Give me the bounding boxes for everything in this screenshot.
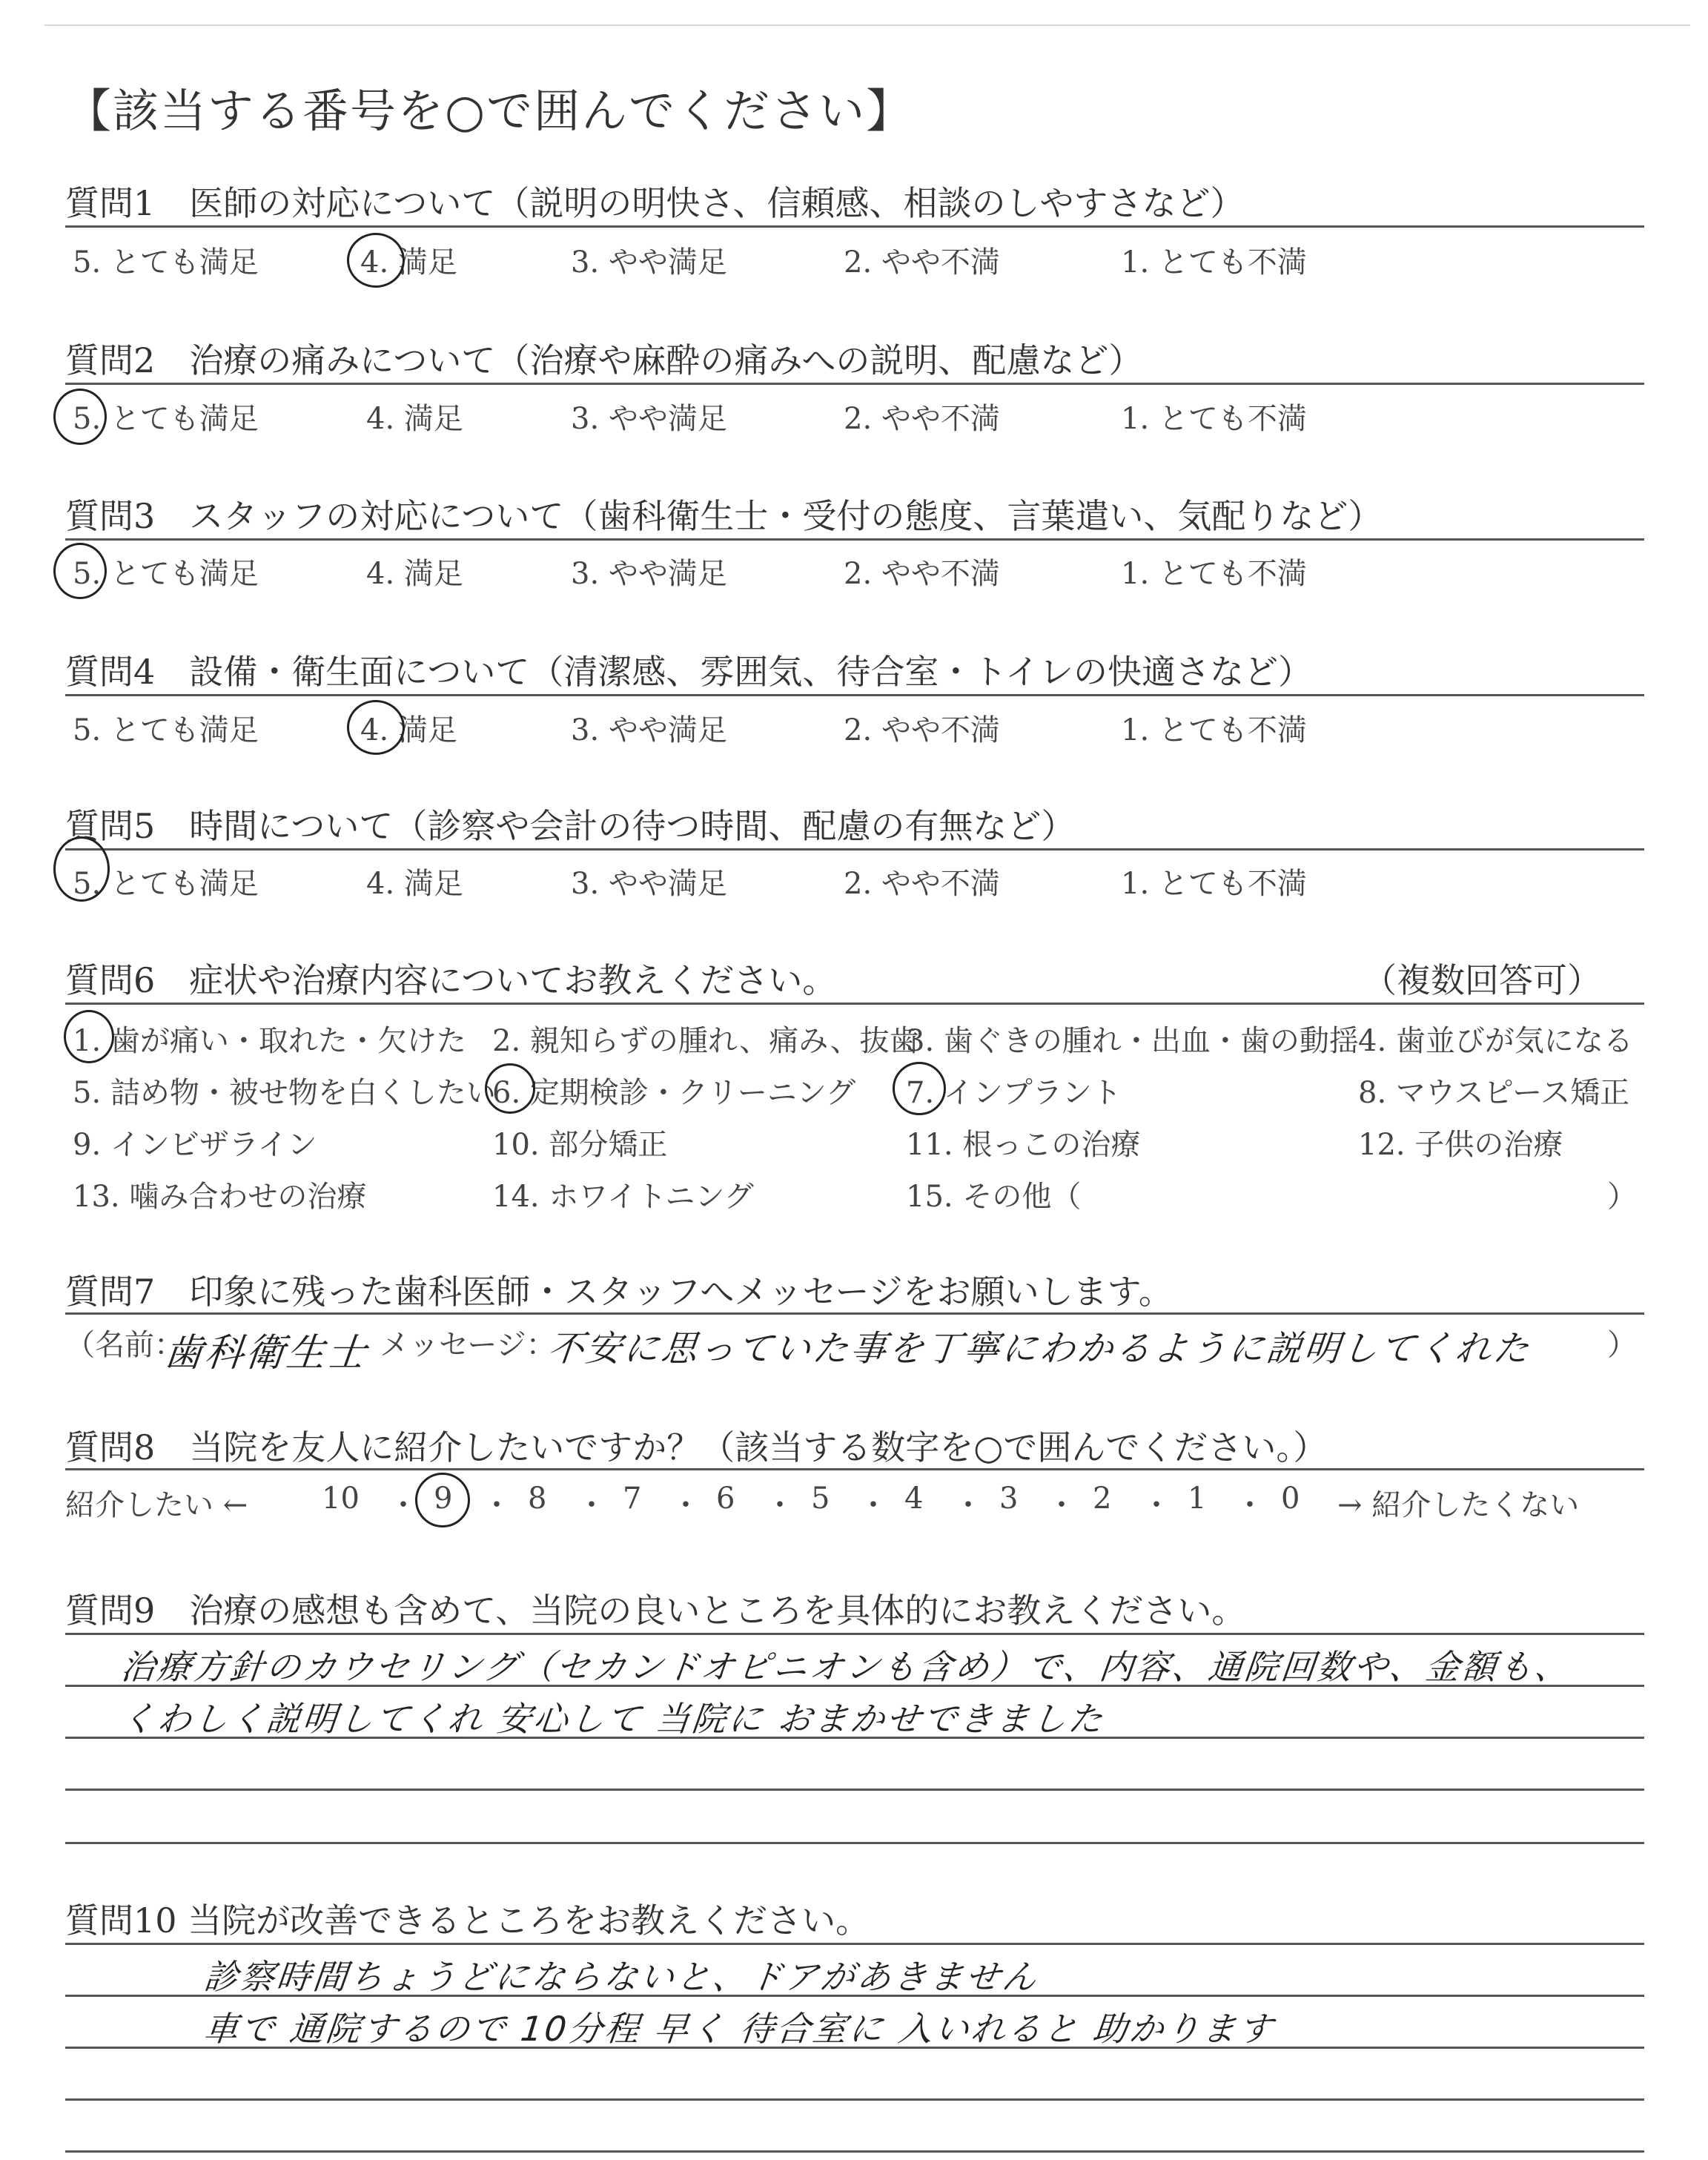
q8-score-1[interactable]: 1 bbox=[1188, 1482, 1207, 1516]
top-edge-line bbox=[44, 24, 1690, 26]
q8-score-8[interactable]: 8 bbox=[528, 1482, 547, 1516]
q8-separator: ・ bbox=[858, 1488, 888, 1522]
q5-option-2[interactable]: 2. やや不満 bbox=[844, 867, 1000, 901]
q2-option-5[interactable]: 5. とても満足 bbox=[73, 402, 259, 436]
q5-title: 質問5 時間について（診察や会計の待つ時間、配慮の有無など） bbox=[65, 806, 1076, 846]
q1-option-4[interactable]: 4. 満足 bbox=[360, 245, 457, 280]
q2-option-2[interactable]: 2. やや不満 bbox=[844, 402, 1000, 436]
q6-item-1[interactable]: 1. 歯が痛い・取れた・欠けた bbox=[73, 1024, 466, 1058]
q3-option-5[interactable]: 5. とても満足 bbox=[73, 557, 259, 591]
q2-option-3[interactable]: 3. やや満足 bbox=[571, 402, 727, 436]
q6-item-3[interactable]: 3. 歯ぐきの腫れ・出血・歯の動揺 bbox=[906, 1024, 1359, 1058]
q7-name-handwriting: 歯科衛生士 bbox=[162, 1331, 371, 1375]
q5-option-3[interactable]: 3. やや満足 bbox=[571, 867, 727, 901]
q8-separator: ・ bbox=[482, 1488, 512, 1522]
q8-separator: ・ bbox=[953, 1488, 983, 1522]
q8-separator: ・ bbox=[671, 1488, 701, 1522]
q6-other-close-paren: ） bbox=[1607, 1180, 1637, 1214]
q2-option-1[interactable]: 1. とても不満 bbox=[1121, 402, 1307, 436]
q10-rule-4 bbox=[65, 2098, 1644, 2101]
q7-name-label: （名前： bbox=[65, 1328, 184, 1362]
q6-item-6-circle bbox=[485, 1063, 535, 1114]
q5-option-5[interactable]: 5. とても満足 bbox=[73, 867, 259, 901]
q7-rule bbox=[65, 1312, 1644, 1315]
q9-answer-line-2: くわしく説明してくれ 安心して 当院に おまかせできました bbox=[119, 1699, 1107, 1739]
q6-item-11[interactable]: 11. 根っこの治療 bbox=[906, 1128, 1141, 1162]
q8-title: 質問8 当院を友人に紹介したいですか？（該当する数字を○で囲んでください。） bbox=[65, 1427, 1328, 1467]
instruction-header: 【該当する番号を○で囲んでください】 bbox=[65, 84, 914, 138]
q8-separator: ・ bbox=[1235, 1488, 1265, 1522]
q3-selection-circle bbox=[53, 543, 107, 599]
q10-rule-5 bbox=[65, 2150, 1644, 2153]
q10-answer-line-1: 診察時間ちょうどにならないと、ドアがあきません bbox=[202, 1957, 1041, 1997]
q6-multiple-answers-note: （複数回答可） bbox=[1363, 960, 1601, 1000]
q6-item-7[interactable]: 7. インプラント bbox=[906, 1076, 1122, 1110]
q4-option-2[interactable]: 2. やや不満 bbox=[844, 713, 1000, 747]
q8-score-0[interactable]: 0 bbox=[1281, 1482, 1300, 1516]
q6-item-9[interactable]: 9. インビザライン bbox=[73, 1128, 317, 1162]
q6-item-1-circle bbox=[64, 1010, 114, 1063]
q10-answer-line-2: 車で 通院するので 10分程 早く 待合室に 入いれると 助かります bbox=[202, 2009, 1277, 2049]
q8-separator: ・ bbox=[765, 1488, 795, 1522]
q1-option-5[interactable]: 5. とても満足 bbox=[73, 245, 259, 280]
q8-separator: ・ bbox=[1047, 1488, 1076, 1522]
q4-rule bbox=[65, 694, 1644, 696]
q4-option-1[interactable]: 1. とても不満 bbox=[1121, 713, 1307, 747]
q8-score-3[interactable]: 3 bbox=[999, 1482, 1019, 1516]
q3-option-2[interactable]: 2. やや不満 bbox=[844, 557, 1000, 591]
q2-rule bbox=[65, 383, 1644, 385]
q8-score-4[interactable]: 4 bbox=[904, 1482, 924, 1516]
q9-rule-1 bbox=[65, 1633, 1644, 1635]
q5-option-4[interactable]: 4. 満足 bbox=[366, 867, 463, 901]
q8-selection-circle bbox=[415, 1473, 470, 1527]
q6-item-14[interactable]: 14. ホワイトニング bbox=[492, 1180, 754, 1214]
q4-selection-circle bbox=[347, 700, 405, 755]
q5-rule bbox=[65, 848, 1644, 851]
q1-selection-circle bbox=[347, 233, 405, 288]
q6-item-5[interactable]: 5. 詰め物・被せ物を白くしたい bbox=[73, 1076, 496, 1110]
q8-rule bbox=[65, 1468, 1644, 1470]
q6-item-10[interactable]: 10. 部分矯正 bbox=[492, 1128, 668, 1162]
q9-rule-5 bbox=[65, 1842, 1644, 1844]
q2-title: 質問2 治療の痛みについて（治療や麻酔の痛みへの説明、配慮など） bbox=[65, 340, 1143, 380]
q6-rule bbox=[65, 1003, 1644, 1005]
q1-option-2[interactable]: 2. やや不満 bbox=[844, 245, 1000, 280]
q1-option-3[interactable]: 3. やや満足 bbox=[571, 245, 727, 280]
q6-item-12[interactable]: 12. 子供の治療 bbox=[1358, 1128, 1563, 1162]
q2-selection-circle bbox=[53, 389, 107, 445]
q4-option-5[interactable]: 5. とても満足 bbox=[73, 713, 259, 747]
q6-item-8[interactable]: 8. マウスピース矯正 bbox=[1358, 1076, 1630, 1110]
q6-item-15[interactable]: 15. その他（ bbox=[906, 1180, 1082, 1214]
q8-score-7[interactable]: 7 bbox=[623, 1482, 642, 1516]
q1-option-1[interactable]: 1. とても不満 bbox=[1121, 245, 1307, 280]
q4-option-4[interactable]: 4. 満足 bbox=[360, 713, 457, 747]
q8-score-5[interactable]: 5 bbox=[811, 1482, 830, 1516]
q8-score-9[interactable]: 9 bbox=[434, 1482, 453, 1516]
q6-item-7-circle bbox=[893, 1062, 946, 1115]
q7-close-paren: ） bbox=[1607, 1328, 1637, 1362]
q4-title: 質問4 設備・衛生面について（清潔感、雰囲気、待合室・トイレの快適さなど） bbox=[65, 652, 1313, 692]
q4-option-3[interactable]: 3. やや満足 bbox=[571, 713, 727, 747]
q6-item-4[interactable]: 4. 歯並びが気になる bbox=[1358, 1024, 1633, 1058]
q8-separator: ・ bbox=[577, 1488, 606, 1522]
q10-rule-1 bbox=[65, 1943, 1644, 1945]
q9-title: 質問9 治療の感想も含めて、当院の良いところを具体的にお教えください。 bbox=[65, 1591, 1246, 1631]
q8-separator: ・ bbox=[388, 1488, 418, 1522]
q3-option-3[interactable]: 3. やや満足 bbox=[571, 557, 727, 591]
q1-rule bbox=[65, 225, 1644, 228]
q8-score-2[interactable]: 2 bbox=[1093, 1482, 1112, 1516]
q6-item-2[interactable]: 2. 親知らずの腫れ、痛み、抜歯 bbox=[492, 1024, 919, 1058]
q6-item-6[interactable]: 6. 定期検診・クリーニング bbox=[492, 1076, 856, 1110]
q5-option-1[interactable]: 1. とても不満 bbox=[1121, 867, 1307, 901]
q3-title: 質問3 スタッフの対応について（歯科衛生士・受付の態度、言葉遣い、気配りなど） bbox=[65, 496, 1383, 536]
q6-title: 質問6 症状や治療内容についてお教えください。 bbox=[65, 960, 837, 1000]
q1-title: 質問1 医師の対応について（説明の明快さ、信頼感、相談のしやすさなど） bbox=[65, 183, 1245, 223]
q8-left-label: 紹介したい ← bbox=[65, 1488, 248, 1522]
q3-option-4[interactable]: 4. 満足 bbox=[366, 557, 463, 591]
q8-score-10[interactable]: 10 bbox=[322, 1482, 360, 1516]
q5-selection-circle bbox=[53, 836, 110, 902]
q8-right-label: → 紹介したくない bbox=[1337, 1488, 1580, 1522]
q9-answer-line-1: 治療方針のカウセリング（セカンドオピニオンも含め）で、内容、通院回数や、金額も、 bbox=[119, 1647, 1573, 1687]
q7-title: 質問7 印象に残った歯科医師・スタッフへメッセージをお願いします。 bbox=[65, 1272, 1173, 1312]
q7-message-handwriting: 不安に思っていた事を丁寧にわかるように説明してくれた bbox=[546, 1328, 1534, 1370]
q9-rule-4 bbox=[65, 1789, 1644, 1791]
q10-title: 質問10 当院が改善できるところをお教えください。 bbox=[65, 1900, 870, 1941]
q6-item-13[interactable]: 13. 噛み合わせの治療 bbox=[73, 1180, 367, 1214]
q2-option-4[interactable]: 4. 満足 bbox=[366, 402, 463, 436]
q3-rule bbox=[65, 538, 1644, 541]
q8-score-6[interactable]: 6 bbox=[716, 1482, 735, 1516]
q7-message-label: メッセージ： bbox=[380, 1328, 556, 1362]
q3-option-1[interactable]: 1. とても不満 bbox=[1121, 557, 1307, 591]
q8-separator: ・ bbox=[1142, 1488, 1171, 1522]
